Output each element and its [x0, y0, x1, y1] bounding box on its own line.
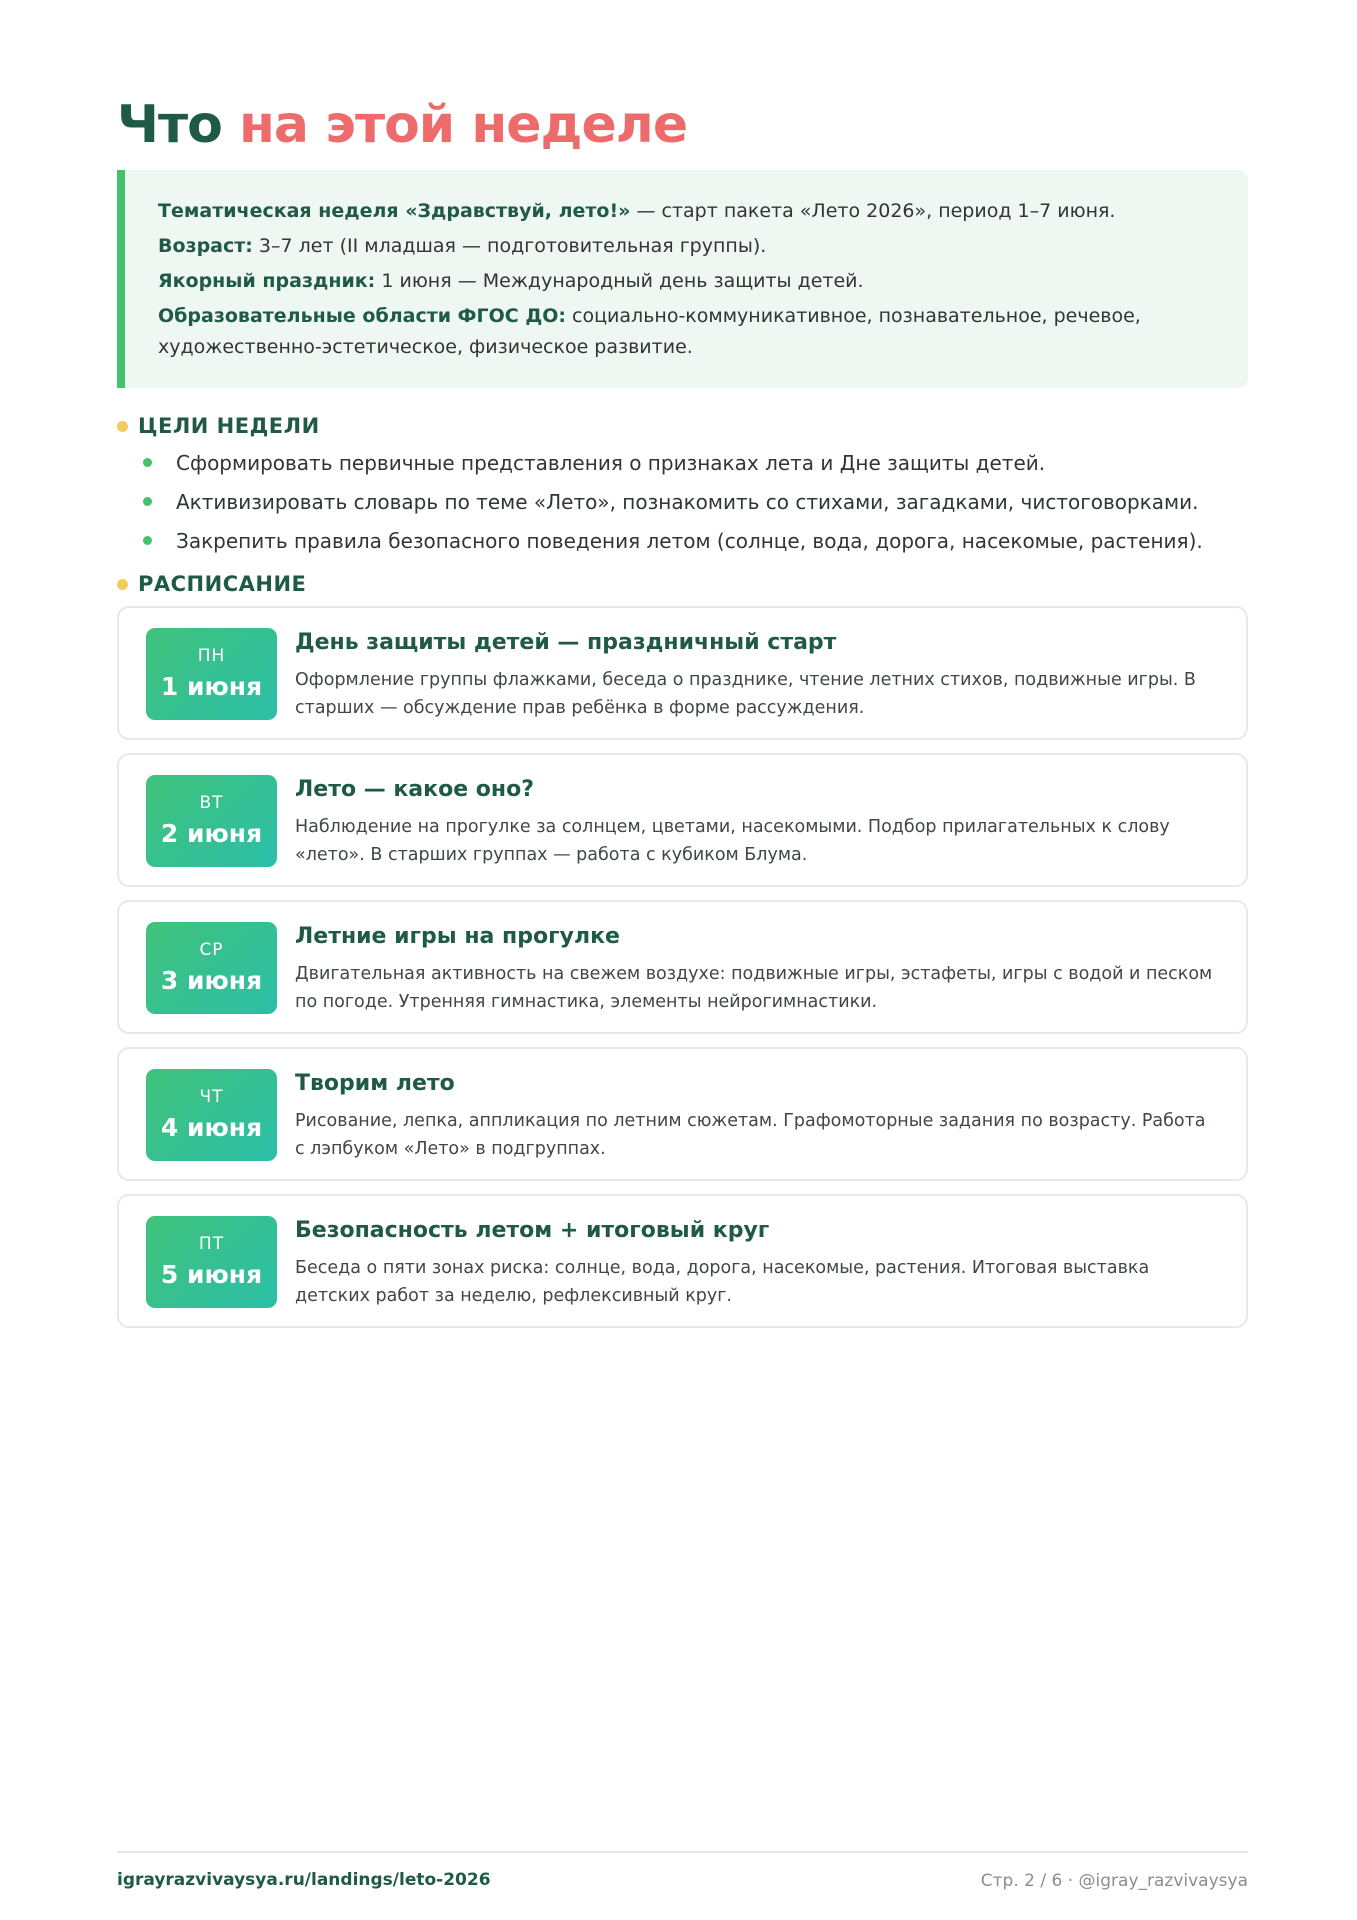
day-weekday: ВТ — [199, 793, 224, 813]
day-weekday: ЧТ — [199, 1087, 224, 1107]
goal-text: Закрепить правила безопасного поведения летом (солнце, вода, дорога, насекомые, растения). — [176, 528, 1203, 553]
section-dot-icon — [117, 579, 128, 590]
day-description: Оформление группы флажками, беседа о празднике, чтение летних стихов, подвижные игры. В старших — обсуждение прав ребёнка в форме рассуждения. — [295, 670, 1196, 718]
info-box — [117, 170, 1248, 388]
info-line-holiday — [158, 266, 1218, 297]
day-weekday: СР — [199, 940, 224, 960]
section-dot-icon — [117, 421, 128, 432]
day-description: Двигательная активность на свежем воздухе: подвижные игры, эстафеты, игры с водой и песком по погоде. Утренняя гимнастика, элементы нейрогимнастики. — [295, 964, 1213, 1012]
schedule-section-title — [117, 572, 306, 596]
info-age-value: 3–7 лет (II младшая — подготовительная группы). — [252, 235, 767, 257]
goal-text: Сформировать первичные представления о признаках лета и Дне защиты детей. — [176, 450, 1046, 475]
day-description: Беседа о пяти зонах риска: солнце, вода, дорога, насекомые, растения. Итоговая выставка детских работ за неделю, рефлексивный круг. — [295, 1258, 1150, 1306]
goals-title: ЦЕЛИ НЕДЕЛИ — [138, 414, 320, 438]
info-holiday-value: 1 июня — Международный день защиты детей. — [375, 270, 864, 292]
page-title-part2: на этой неделе — [239, 95, 688, 155]
footer-page-info: Стр. 2 / 6 · @igray_razvivaysya — [980, 1871, 1248, 1891]
footer-divider — [117, 1851, 1248, 1853]
bullet-icon — [143, 536, 152, 545]
goal-text: Активизировать словарь по теме «Лето», познакомить со стихами, загадками, чистоговорками. — [176, 489, 1199, 514]
info-theme-key: Тематическая неделя «Здравствуй, лето!» — [158, 200, 631, 222]
day-weekday: ПН — [197, 646, 226, 666]
day-date: 3 июня — [160, 966, 263, 995]
page-title-part1: Что — [117, 95, 222, 155]
day-title: Безопасность летом + итоговый круг — [295, 1218, 770, 1243]
day-badge — [146, 775, 277, 867]
goals-list — [143, 443, 1203, 560]
day-description: Рисование, лепка, аппликация по летним сюжетам. Графомоторные задания по возрасту. Работа с лэпбуком «Лето» в подгруппах. — [295, 1111, 1206, 1159]
day-card-tuesday — [117, 753, 1248, 887]
day-description: Наблюдение на прогулке за солнцем, цветами, насекомыми. Подбор прилагательных к слову «лето». В старших группах — работа с кубиком Блума. — [295, 817, 1170, 865]
bullet-icon — [143, 497, 152, 506]
day-badge — [146, 922, 277, 1014]
day-title: Летние игры на прогулке — [295, 924, 620, 949]
day-badge — [146, 628, 277, 720]
list-item — [143, 443, 1203, 482]
day-weekday: ПТ — [198, 1234, 225, 1254]
day-card-wednesday — [117, 900, 1248, 1034]
day-title: Творим лето — [295, 1071, 455, 1096]
day-title: Лето — какое оно? — [295, 777, 534, 802]
day-badge — [146, 1069, 277, 1161]
info-areas-key: Образовательные области ФГОС ДО: — [158, 305, 567, 327]
day-card-friday — [117, 1194, 1248, 1328]
day-date: 5 июня — [160, 1260, 263, 1289]
day-title: День защиты детей — праздничный старт — [295, 630, 837, 655]
list-item — [143, 521, 1203, 560]
info-holiday-key: Якорный праздник: — [158, 270, 376, 292]
day-card-thursday — [117, 1047, 1248, 1181]
info-theme-value: — старт пакета «Лето 2026», период 1–7 июня. — [630, 200, 1116, 222]
day-badge — [146, 1216, 277, 1308]
bullet-icon — [143, 458, 152, 467]
footer-url-link[interactable]: igrayrazvivaysya.ru/landings/leto-2026 — [117, 1870, 491, 1890]
day-date: 2 июня — [160, 819, 263, 848]
info-line-theme — [158, 196, 1218, 227]
goals-section-title — [117, 414, 320, 438]
info-line-age — [158, 231, 1218, 262]
day-card-monday — [117, 606, 1248, 740]
day-date: 1 июня — [160, 672, 263, 701]
schedule-title: РАСПИСАНИЕ — [138, 572, 307, 596]
day-date: 4 июня — [160, 1113, 263, 1142]
info-line-areas — [158, 301, 1218, 363]
list-item — [143, 482, 1203, 521]
info-areas-value: социально-коммуникативное, познавательное, речевое, художественно-эстетическое, физическое развитие. — [158, 305, 1141, 358]
page — [117, 0, 1248, 1920]
info-age-key: Возраст: — [158, 235, 253, 257]
schedule-list — [117, 606, 1248, 1341]
page-title — [117, 92, 687, 158]
